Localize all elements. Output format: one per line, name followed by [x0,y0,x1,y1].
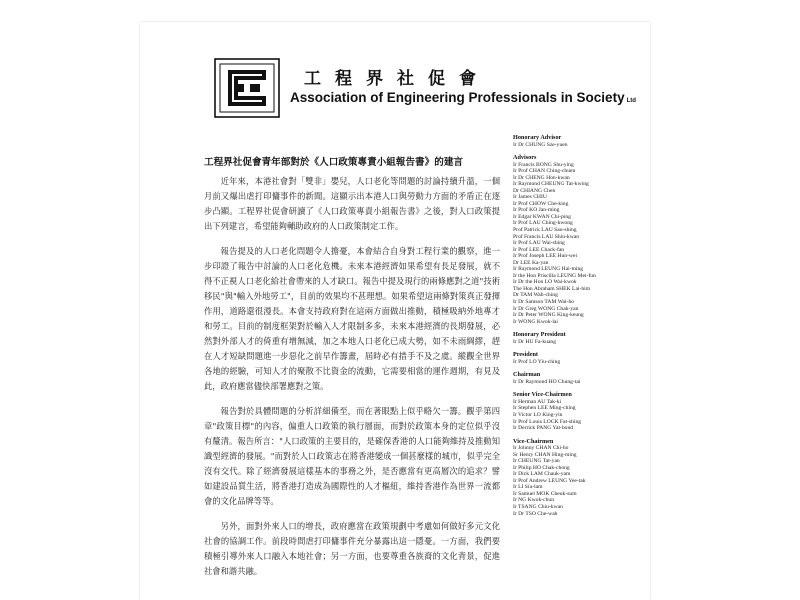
roster-member: Ir NG Kwok-chun [513,497,555,504]
roster-member: Ir Edgar KWAN Chi-ping [513,213,571,220]
roster-member: Ir Prof Louis LOCK Fat-shing [513,418,582,425]
paragraph: 近年來，本港社會對「雙非」嬰兒，人口老化等問題的討論持續升溫，一個月前又爆出虐打印傭事件的新聞。這顯示出本港人口與勞動力方面的矛盾正在逐步凸顯。工程界社促會研讀了《人口政策專責小組報告書》之後，對人口政策提出下列建言，希望能夠輔助政府的人口政策制定工作。 [204,176,500,231]
roster-group [513,391,643,431]
roster-member: Prof Patrick LAU Sau-shing [513,227,577,234]
roster-member: Ir James CHIU [513,194,547,201]
roster-heading: Honorary Advisor [513,134,562,141]
roster-member: Ir Dr the Hon LO Wai-kwok [513,279,577,286]
roster-member: Sr Henry CHAN Hing-ming [513,451,577,458]
association-chinese-name: 工程界社促會 [304,69,490,89]
roster-group [513,134,643,148]
roster-group [513,154,643,325]
roster-member: Ir Dr Peter WONG King-keung [513,312,584,319]
paragraph: 另外，面對外來人口的增長，政府應當在政策規劃中考慮如何做好多元文化社會的協調工作。前段時間虐打印傭事件充分暴露出這一隱憂。一方面，我們要積極引導外來人口融入本地社會；另一方面，也要尊重各族裔的文化背景，促進社會和諧共融。 [204,521,500,576]
roster-member: Ir Prof LAU Ching-kwong [513,220,573,227]
ltd-suffix: Ltd [626,98,636,104]
roster-member: Ir Raymond LEUNG Hai-ming [513,266,584,273]
roster-member: Ir Dr HU Fa-kuang [513,338,557,345]
roster-member: Ir Prof Andrew LEUNG Yee-tak [513,477,586,484]
roster-member: Ir Prof LO Yiu-ching [513,358,561,365]
document-page [140,22,650,600]
roster-member: Ir Dr Greg WONG Chak-yan [513,305,579,312]
roster-member: Ir Herman AU Tak-ki [513,398,562,405]
roster-member: Ir Prof KO Jan-ming [513,207,560,214]
roster-heading: Honorary President [513,331,566,339]
paragraph: 報告提及的人口老化問題令人擔憂，本會結合自身對工程行業的觀察，進一步印證了報告中討論的人口老化危機。未來本港經濟如果希望有長足發展，就不得不正視人口老化給社會帶來的人才缺口。報告中提及現行的兩條應對之道"技術移民"與"輸入外地勞工"，目前的效果均不甚理想。如果希望這兩條對策真正發揮作用，道路還很漫長。本會支持政府對在這兩方面做出推動，積極吸納外地專才和勞工。目前的制度框架對於輸入人才限制多多，未來本港經濟的長期發展，必然對外部人才的倚重有增無減，加之本地人口老化已成大勢，如不未雨綢繆，趕在人才短缺問題進一步惡化之前早作籌畫，屆時必有措手不及之虞。縱觀全世界各地的經驗，可知人才的聚散不比資金的流動，它需要相當的運作週期，有見及此，政府應當儘快部署應對之策。 [204,246,500,391]
roster-member: Ir Johnny CHAN Chi-ho [513,445,569,452]
letter-title: 工程界社促會青年部對於《人口政策專責小組報告書》的建言 [204,157,464,168]
roster-member: Ir Prof LEE Chack-fan [513,246,565,253]
roster-member: Ir Dr CHUNG Sze-yuen [513,141,568,148]
roster-heading: Senior Vice-Chairmen [513,391,572,399]
roster-member: Ir Prof CHOW Che-king [513,200,569,207]
roster-member: Ir Dr TSO Che-wah [513,510,558,517]
roster-group [513,371,643,385]
roster-member: Ir Francis BONG Shu-ying [513,161,574,168]
english-name-text: Association of Engineering Professionals in Society [290,90,625,105]
roster-member: Ir Victor LO King-yin [513,411,563,418]
roster-heading: Chairman [513,371,541,379]
roster-member: Ir Raymond CHEUNG Tat-kwing [513,181,589,188]
roster-group [513,331,643,345]
roster-heading: Vice-Chairmen [513,437,554,445]
roster-member: Ir Derrick PANG Yat-bond [513,425,574,432]
roster-member: Prof Francis LAU Shiu-kwan [513,233,580,240]
roster-member: Ir Dick LAM Chauk-yam [513,471,571,478]
roster-member: Ir CHEUNG Tat-yan [513,458,560,465]
roster-member: Ir Dr Raymond HO Chung-tai [513,378,581,385]
letter-body [204,174,500,589]
association-logo-icon [214,58,280,118]
roster-member: Ir Prof Joseph LEE Hun-wei [513,253,578,260]
roster-group [513,438,643,518]
roster-member: Dr CHIANG Chen [513,187,556,194]
roster-member: The Hon Abraham SHEK Lai-him [513,285,591,292]
roster-member: Ir LI Siu-lam [513,484,543,491]
roster-member: Ir Philip HO Chak-chong [513,464,570,471]
roster-member: Ir WONG Kwok-lai [513,318,558,325]
roster-group [513,351,643,365]
roster-member: Ir Dr Samson TAM Wai-ho [513,299,575,306]
officer-roster [513,134,643,523]
roster-member: Dr TAM Wah-ching [513,292,558,299]
roster-heading: Advisors [513,154,537,162]
roster-member: Ir the Hon Priscilla LEUNG Mei-fun [513,272,596,279]
roster-member: Ir Samuel MOK Cheuk-sum [513,490,577,497]
association-english-name [290,90,636,105]
roster-member: Ir Stephen LEE Ming-ching [513,405,576,412]
roster-heading: President [513,351,538,359]
roster-member: Dr LEE Ka-yan [513,259,549,266]
paragraph: 報告對於具體問題的分析詳細備至，而在著眼點上似乎略欠一籌。觀乎第四章"政策目標"的內容，偏重人口政策的執行層面，而對於政策本身的定位似乎沒有釐清。報告所言："人口政策的主要目的，是確保香港的人口能夠維持及推動知識型經濟的發展。"而對於人口政策志在將香港變成一個甚麼樣的城市，似乎完全沒有交代。除了經濟發展這樣基本的事務之外，是否應當有更高層次的追求？譬如建設品質生活，將香港打造成為國際性的人才樞紐，維持香港作為世界一流都會的文化品牌等等。 [204,406,500,506]
roster-member: Ir Prof CHAN Ching-chuen [513,168,576,175]
roster-member: Ir TSANG Chiu-kwan [513,504,563,511]
roster-member: Ir Dr CHENG Hon-kwan [513,174,570,181]
roster-member: Ir Prof LAU Wai-shing [513,240,565,247]
